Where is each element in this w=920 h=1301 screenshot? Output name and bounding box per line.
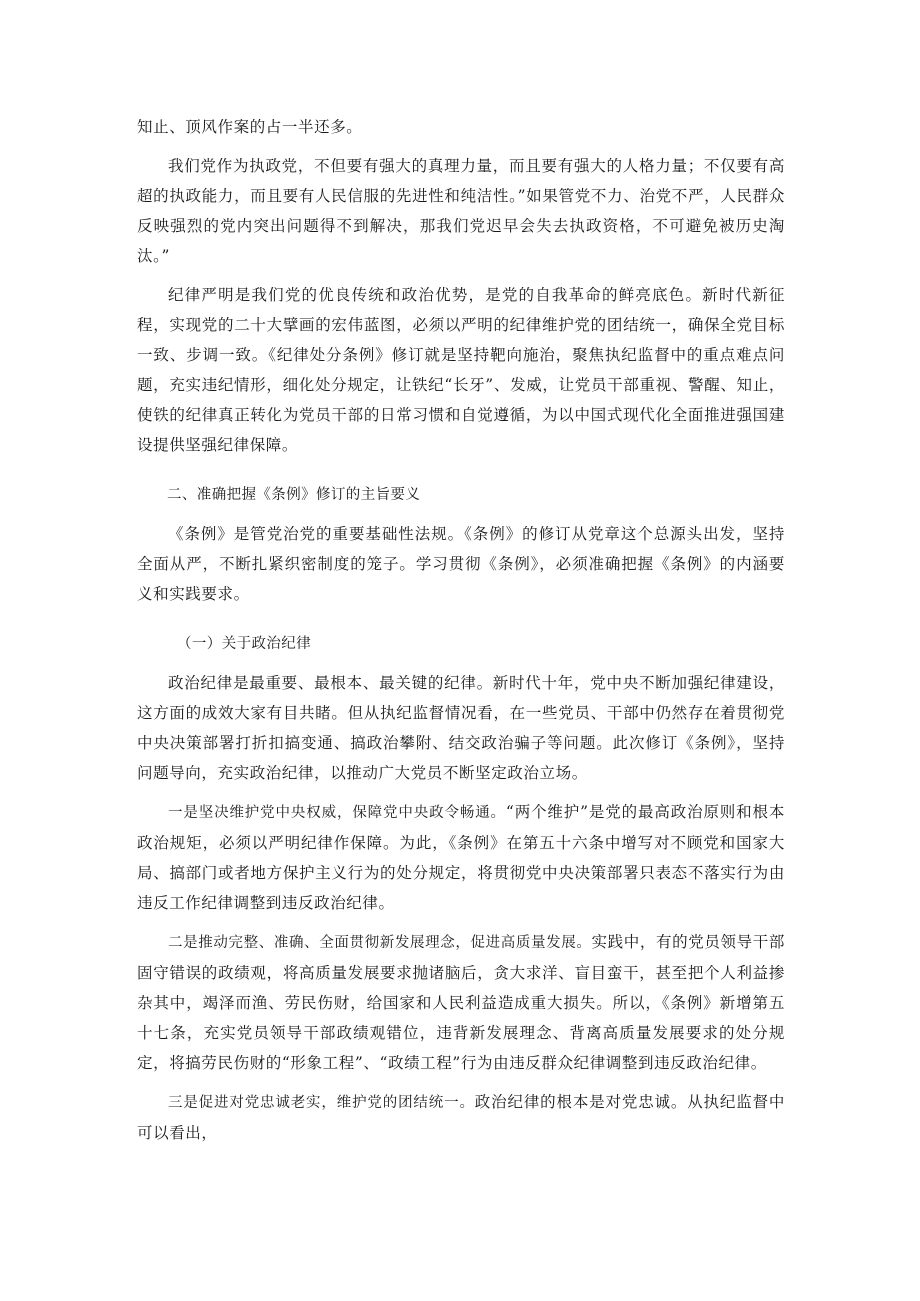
paragraph-quote: 我们党作为执政党，不但要有强大的真理力量，而且要有强大的人格力量；不仅要有高超的执政能力，而且要有人民信服的先进性和纯洁性。”如果管党不力、治党不严，人民群众反映强烈的党内突出问题得不到解决，那我们党迟早会失去执政资格，不可避免被历史淘汰。” [137, 157, 785, 265]
paragraph-point-three [137, 1087, 785, 1148]
paragraph-political-discipline: 政治纪律是最重要、最根本、最关键的纪律。新时代十年，党中央不断加强纪律建设，这方面的成效大家有目共睹。但从执纪监督情况看，在一些党员、干部中仍然存在着贯彻党中央决策部署打折扣搞变通、搞政治攀附、结交政治骗子等问题。此次修订《条例》，坚持问题导向，充实政治纪律，以推动广大党员不断坚定政治立场。 [137, 674, 785, 782]
subsection-heading-political: （一）关于政治纪律 [177, 636, 312, 652]
paragraph-discipline: 纪律严明是我们党的优良传统和政治优势，是党的自我革命的鲜亮底色。新时代新征程，实现党的二十大擘画的宏伟蓝图，必须以严明的纪律维护党的团结统一，确保全党目标一致、步调一致。《纪律处分条例》修订就是坚持靶向施治，聚焦执纪监督中的重点难点问题，充实违纪情形，细化处分规定，让铁纪“长牙”、发威，让党员干部重视、警醒、知止，使铁的纪律真正转化为党员干部的日常习惯和自觉遵循，为以中国式现代化全面推进强国建设提供坚强纪律保障。 [137, 286, 785, 454]
point-two-body: 实践中，有的党员领导干部固守错误的政绩观，将高质量发展要求抛诸脑后，贪大求洋、盲目蛮干，甚至把个人利益掺杂其中，竭泽而渔、劳民伤财，给国家和人民利益造成重大损失。所以，《条例》新增第五十七条，充实党员领导干部政绩观错位，违背新发展理念、背离高质量发展要求的处分规定，将搞劳民伤财的“形象工程”、“政绩工程”行为由违反群众纪律调整到违反政治纪律。 [137, 933, 785, 1072]
point-one-lead: 一是坚决维护党中央权威，保障党中央政令畅通。 [168, 805, 506, 821]
paragraph-point-one [137, 797, 785, 918]
paragraph-continuation: 知止、顶风作案的占一半还多。 [137, 118, 363, 136]
point-three-lead: 三是促进对党忠诚老实，维护党的团结统一。 [168, 1095, 475, 1111]
paragraph-point-two [137, 927, 785, 1078]
point-three-body: 政治纪律的根本是对党忠诚。从执纪监督中可以看出， [137, 1093, 786, 1142]
point-one-body: “两个维护”是党的最高政治原则和根本政治规矩，必须以严明纪律作保障。为此，《条例》在第五十六条中增写对不顾党和国家大局、搞部门或者地方保护主义行为的处分规定，将贯彻党中央决策部署只表态不落实行为由违反工作纪律调整到违反政治纪律。 [137, 803, 785, 912]
document-page [137, 112, 785, 1148]
point-two-lead: 二是推动完整、准确、全面贯彻新发展理念，促进高质量发展。 [168, 935, 592, 951]
paragraph-regulation: 《条例》是管党治党的重要基础性法规。《条例》的修订从党章这个总源头出发，坚持全面从严，不断扎紧织密制度的笼子。学习贯彻《条例》，必须准确把握《条例》的内涵要义和实践要求。 [137, 525, 785, 603]
section-heading-2: 二、准确把握《条例》修订的主旨要义 [167, 487, 421, 503]
